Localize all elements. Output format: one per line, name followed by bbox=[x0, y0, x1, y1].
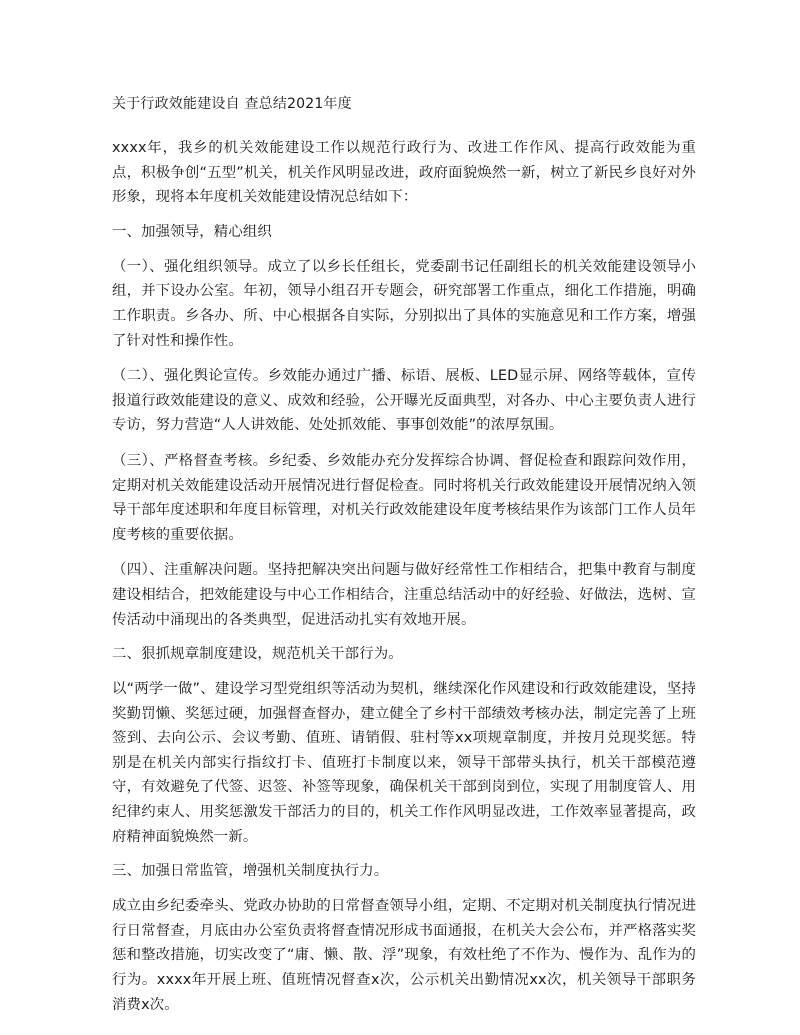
document-title: 关于行政效能建设自 查总结2021年度 bbox=[112, 96, 352, 112]
section-1-paragraph-1: （一）、强化组织领导。成立了以乡长任组长，党委副书记任副组长的机关效能建设领导小组，并下设办公室。年初，领导小组召开专题会，研究部署工作重点，细化工作措施，明确工作职责。乡各办、所、中心根据各自实际，分别拟出了具体的实施意见和工作方案，增强了针对性和操作性。 bbox=[112, 258, 696, 349]
intro-paragraph: xxxx年，我乡的机关效能建设工作以规范行政行为、改进工作作风、提高行政效能为重点，积极争创“五型”机关，机关作风明显改进，政府面貌焕然一新，树立了新民乡良好对外形象，现将本年度机关效能建设情况总结如下： bbox=[112, 140, 696, 206]
section-3-heading: 三、加强日常监管，增强机关制度执行力。 bbox=[112, 863, 389, 880]
section-1-paragraph-2: （二）、强化舆论宣传。乡效能办通过广播、标语、展板、LED显示屏、网络等载体，宣传报道行政效能建设的意义、成效和经验，公开曝光反面典型，对各办、中心主要负责人进行专访，努力营造“人人讲效能、处处抓效能、事事创效能”的浓厚氛围。 bbox=[112, 368, 696, 434]
section-1-heading: 一、加强领导，精心组织 bbox=[112, 223, 272, 240]
section-1-paragraph-4: （四）、注重解决问题。坚持把解决突出问题与做好经常性工作相结合，把集中教育与制度建设相结合，把效能建设与中心工作相结合，注重总结活动中的好经验、好做法，选树、宣传活动中涌现出的各类典型，促进活动扎实有效地开展。 bbox=[112, 562, 696, 628]
section-3-paragraph-1: 成立由乡纪委牵头、党政办协助的日常督查领导小组，定期、不定期对机关制度执行情况进行日常督查，月底由办公室负责将督查情况形成书面通报，在机关大会公布，并严格落实奖惩和整改措施，切实改变了“庸、懒、散、浮”现象，有效杜绝了不作为、慢作为、乱作为的行为。xxxx年开展上班、值班情况督查x次，公示机关出勤情况xx次，机关领导干部职务消费x次。 bbox=[112, 898, 696, 1013]
section-1-paragraph-3: （三）、严格督查考核。乡纪委、乡效能办充分发挥综合协调、督促检查和跟踪问效作用，定期对机关效能建设活动开展情况进行督促检查。同时将机关行政效能建设开展情况纳入领导干部年度述职和年度目标管理，对机关行政效能建设年度考核结果作为该部门工作人员年度考核的重要依据。 bbox=[112, 452, 696, 543]
section-2-paragraph-1: 以“两学一做”、建设学习型党组织等活动为契机，继续深化作风建设和行政效能建设，坚持奖勤罚懒、奖惩过硬，加强督查督办，建立健全了乡村干部绩效考核办法，制定完善了上班签到、去向公示、会议考勤、值班、请销假、驻村等xx项规章制度，并按月兑现奖惩。特别是在机关内部实行指纹打卡、值班打卡制度以来，领导干部带头执行，机关干部模范遵守，有效避免了代签、迟签、补签等现象，确保机关干部到岗到位，实现了用制度管人、用纪律约束人、用奖惩激发干部活力的目的，机关工作作风明显改进，工作效率显著提高，政府精神面貌焕然一新。 bbox=[112, 681, 696, 845]
section-2-heading: 二、狠抓规章制度建设，规范机关干部行为。 bbox=[112, 646, 403, 663]
